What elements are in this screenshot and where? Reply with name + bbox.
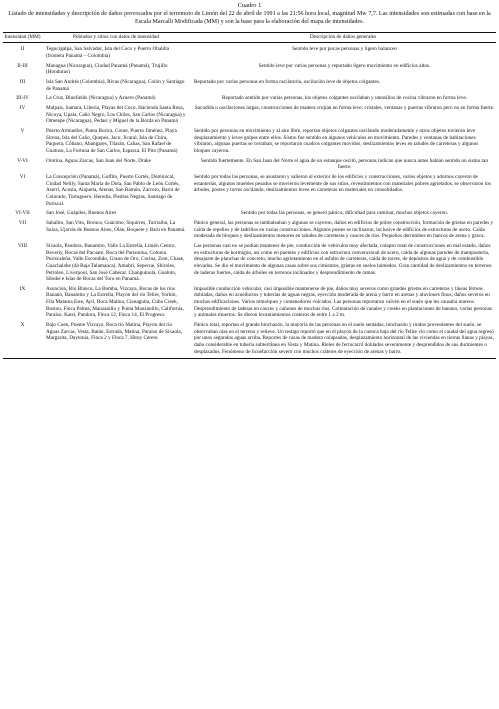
places-cell: Asunción, Río Blanco, La Bomba, Vizcaya, Bocas de los ríos Banano, Banamito y La Estrella, Playón del río Telire, Yorkín, Fila Matama Este, Ayil, Boca Matina, Cienaguita, Cuba Creek, Boston, Finca Palma, Manzanillo y Punta Manzanillo, California, Paraíso, Katsi, Pandora, Finca 12, Finca 14, El Progreso.	[46, 285, 184, 319]
description-text: Sentido leve por pocas personas y ligero balanceo	[292, 46, 397, 53]
table-row	[3, 322, 496, 359]
places-cell: Puerto Armuelles, Punta Burica, Conte, Puerto Jiménez, Playa Sirena, Isla del Caño, Quepos, Jaco, Jicaral, Isla de Chira, Paquera, Cóbano, Abangares, Tilarán, Cañas, San Rafael de Guatuso, La Fortuna de San Carlos, Esparza. El Pito (Panamá)	[46, 128, 178, 154]
description-cell	[190, 243, 496, 286]
description-cell	[190, 322, 496, 359]
table-row	[3, 105, 496, 128]
description-cell	[190, 63, 496, 79]
intensity-cell: V-VI	[17, 157, 28, 164]
intensity-cell: III-IV	[16, 95, 29, 102]
description-cell	[190, 95, 496, 105]
description-text: Reportado por varias personas en forma oscilatoria, oscilación leve de objetos colgantes.	[194, 79, 381, 86]
intensity-cell: X	[3, 322, 42, 359]
places-cell: San José, Guápiles, Buenos Aires	[46, 210, 117, 217]
description-text: Imposible conducción vehicular, casi imposible mantenerse de pie, daños muy severos como grandes grietas en carreteras y líneas férreas dobladas, daños en acueductos y tuberías de aguas negras, eyección moderada de arena y barro en arenas y aluviones finos, daños severos en muchas edificaciones. Varios remolques y contenedores volcados. Las personas reportaron vaivén en el suelo que les causaba mareos. Desprendimiento de laderas en cauces y cañones de muchos ríos. Colmatación de canales y creeks en plantaciones de banano, varias personas y animales muertos. Se dieron levantamientos costeros de entre 1 a 2 m.	[194, 285, 492, 319]
table-row	[3, 43, 496, 63]
table-title: Cuadro 1	[237, 2, 262, 9]
table-row	[3, 210, 496, 220]
table-caption: Listado de intensidades y descripción de daños provocados por el terremoto de Limón del 22 de abril de 1991 a las 21:56 hora local, magnitud Mw 7,7. Las intensidades son estimadas con base en la Escala Marcalli Modificada (MM) y son la base para la elaboración del mapa de intensidades.	[8, 11, 491, 25]
description-cell	[190, 79, 496, 95]
description-text: Las personas casi no se podían mantener de pie, conducción de vehículos muy afectada, colapso total de construcciones en mal estado, daños en estructuras de hormigón, así como en puentes y edificios con estructura convencional de acero, caída de algunas paredes de mampostería, desajuste de planchas de concreto, mucho agrietamiento en el asfalto de carreteras, caída de torres, de depósitos de agua y de combustible elevados. Se dio el movimiento de algunas casas sobre sus cimientos, grietas en suelos húmedos. Gran cantidad de deslizamientos en terrenos de laderas fuertes, caída de árboles en terrenos inclinados y desprendimiento de ramas.	[194, 242, 492, 276]
table-row	[3, 79, 496, 95]
description-text: Sentido leve por varias personas y reportado ligero movimiento en edificios altos.	[258, 62, 431, 69]
places-cell: Isla San Andrés (Colombia), Rivas (Nicaragua), Colón y Santiago de Panamá	[46, 79, 185, 92]
description-text: Pánico general, las personas se tambaleaban y algunas se cayeron, daños en edificios de pobre construcción, formación de grietas en paredes y caída de repellos y de ladrillos en varias construcciones. Algunos postes se inclinaron, inclusive de edificios de estructuras de acero. Caída moderada de bloques y deslizamientos menores en taludes de carreteras y cauces de ríos. Pequeños derrumbes en bancos de arena y grava.	[194, 219, 494, 240]
places-cell: Managua (Nicaragua), Ciudad Panamá (Panamá), Trujillo (Honduras)	[46, 62, 168, 76]
description-text: Sentido fuertemente. En San Juan del Norte el agua de un estanque osciló, personas indican que nunca antes habían sentido un sismo tan fuerte.	[201, 157, 488, 171]
intensity-cell: IV	[19, 105, 26, 112]
description-text: Sentido por todas las personas, se generó pánico, dificultad para caminar, muchos objetos cayeron.	[240, 210, 449, 217]
intensity-cell: VII	[18, 219, 27, 226]
intensity-cell: II-III	[17, 62, 28, 69]
description-cell	[190, 128, 496, 158]
intensity-cell: IX	[19, 285, 26, 292]
description-text: Sacudida u oscilaciones largas, construcciones de madera crujían en forma leve; cristales, ventanas y puertas vibraron pero no en forma fuerte.	[194, 105, 495, 112]
table-row	[3, 63, 496, 79]
description-cell	[190, 174, 496, 210]
intensity-cell: VI-VII	[15, 210, 30, 217]
intensity-table	[3, 32, 496, 360]
table-row	[3, 220, 496, 243]
places-cell: Sabalito, San Vito, Boruca, Guácimo, Siquirres, Turrialba, La Suiza, Ujarrás de Buenos Aires, Olán, Boquete y Barú en Panamá.	[46, 219, 186, 233]
description-cell	[190, 43, 496, 63]
places-cell: Tegucigalpa, San Salvador, Isla del Coco y Puerto Obaldía (frontera Panamá – Colombia)	[46, 46, 170, 60]
intensity-cell: VI	[19, 173, 26, 180]
places-cell: La Cruz, Bluefields (Nicaragua) y Azuero (Panamá)	[46, 95, 156, 102]
description-cell	[190, 105, 496, 128]
table-row	[3, 174, 496, 210]
description-text: Reportado sentido por varias personas, los objetos colgantes oscilaban y utensilios de cocina vibraron en forma leve.	[222, 95, 467, 102]
description-text: Pánico total, reportan el grande hinchazón, la mayoría de las personas en el suelo sentadas, hinchazón y ruidos provenientes del suelo, se observaban olas en el terreno y relieve. Un testigo reportó que en el playón de la cuenca baja del río Telire vio como el caudal del agua regresó por unos segundos aguas arriba. Reportes de casas de madera colapsadas, desplazamiento horizontal de las viviendas en tierras llanas y playas, daño considerable en tubería subterránea en Vesta y Matina. Rieles de ferrocarril doblados severamente y desprendidos de sus durmientes o desplazados. Fenómeno de licuefacción severo con muchos cráteres de eyección de arenas y barro.	[194, 322, 494, 355]
places-cell: Bajo Coen, Puente Vizcaya, Boca río Matina, Playón del río Aguas Zarcas, Vesta, Batán, Estrada, Matina, Paraíso de Sixaola, Margarita, Daytonia, Finca 2 y Finca 7, Hitoy Cerere.	[42, 322, 190, 359]
header-intensity: Intensidad (MM)	[3, 32, 42, 43]
places-cell: Orotina, Aguas Zarcas, San Juan del Norte, Drake	[46, 157, 151, 164]
intensity-cell: III	[19, 79, 26, 86]
header-places: Poblados y sitios con datos de intensidad	[42, 32, 190, 43]
description-cell	[190, 158, 496, 174]
places-cell: Sixaola, Pandora, Banamito, Valle La Estrella, Limón Centro, Beverly, Bocas del Pacuare, Boca del Parismina, Colonia Puriscaleña, Valle Escondido, Grano de Oro, Corina, Zent, Chase, Guachalabe (da Baja Talamanca), Amubri, Sepecue, Shiroles, Petroleo, Liverpool, San José Cabécar. Changuinola, Guabito, Sibube e Islas de Bocas del Toro en Panamá.	[46, 242, 185, 283]
description-cell	[190, 210, 496, 220]
table-body	[3, 43, 496, 359]
table-row	[3, 243, 496, 286]
header-description: Descripción de daños generales	[190, 32, 496, 43]
table-header	[3, 32, 496, 43]
description-text: Sentido por personas en movimiento y al aire libre, reportan objetos colgantes oscilando moderadamente y otros objetos tuvieron leve desplazamiento y leves golpes entre ellos. Sismo fue sentido en algunos vehículos en movimiento. Paredes y ventanas de habitaciones vibraron, algunas puertas se cerraban, se reportaron cuadros colgantes movidos, deslizamientos leves en taludes de carreteras y algunos bloques cayeron.	[194, 128, 479, 154]
description-text: Sentido por todas las personas, se asustaron y salieron al exterior de los edificios y construcciones, varios objetos y adornos cayeron de estanterías, algunos muebles pesados se movieron levemente de sus sitios, revestimientos con materiales pobres agrietados, se observaron los árboles, postes y torres oscilando, deslizamientos leves en carreteras en materiales no consolidados.	[194, 173, 491, 194]
table-row	[3, 286, 496, 322]
intensity-cell: II	[20, 46, 25, 53]
description-cell	[190, 286, 496, 322]
intensity-cell: VIII	[17, 242, 28, 249]
table-row	[3, 95, 496, 105]
description-cell	[190, 220, 496, 243]
table-row	[3, 128, 496, 158]
places-cell: La Concepción (Panamá), Golfito, Puerto Cortés, Dominical, Ciudad Neilly, Santa María de Dota, San Pablo de León Cortés, Aserrí, Acosta, Alajuela, Atenas, San Ramón, Zarcero, Barra de Colorado, Tortuguero, Heredia, Piedras Negras, Santiago de Puriscal.	[46, 173, 180, 207]
places-cell: Malpais, Samara, Liberia, Playas del Coco, Hacienda Santa Rosa, Nicoya, Upala, Caño Negro, Los Chiles, San Carlos (Nicaragua) y Ometepe (Nicaragua), Pedasí y Miguel de la Borda en Panamá	[46, 105, 186, 125]
intensity-cell: V	[20, 128, 25, 135]
table-row	[3, 158, 496, 174]
